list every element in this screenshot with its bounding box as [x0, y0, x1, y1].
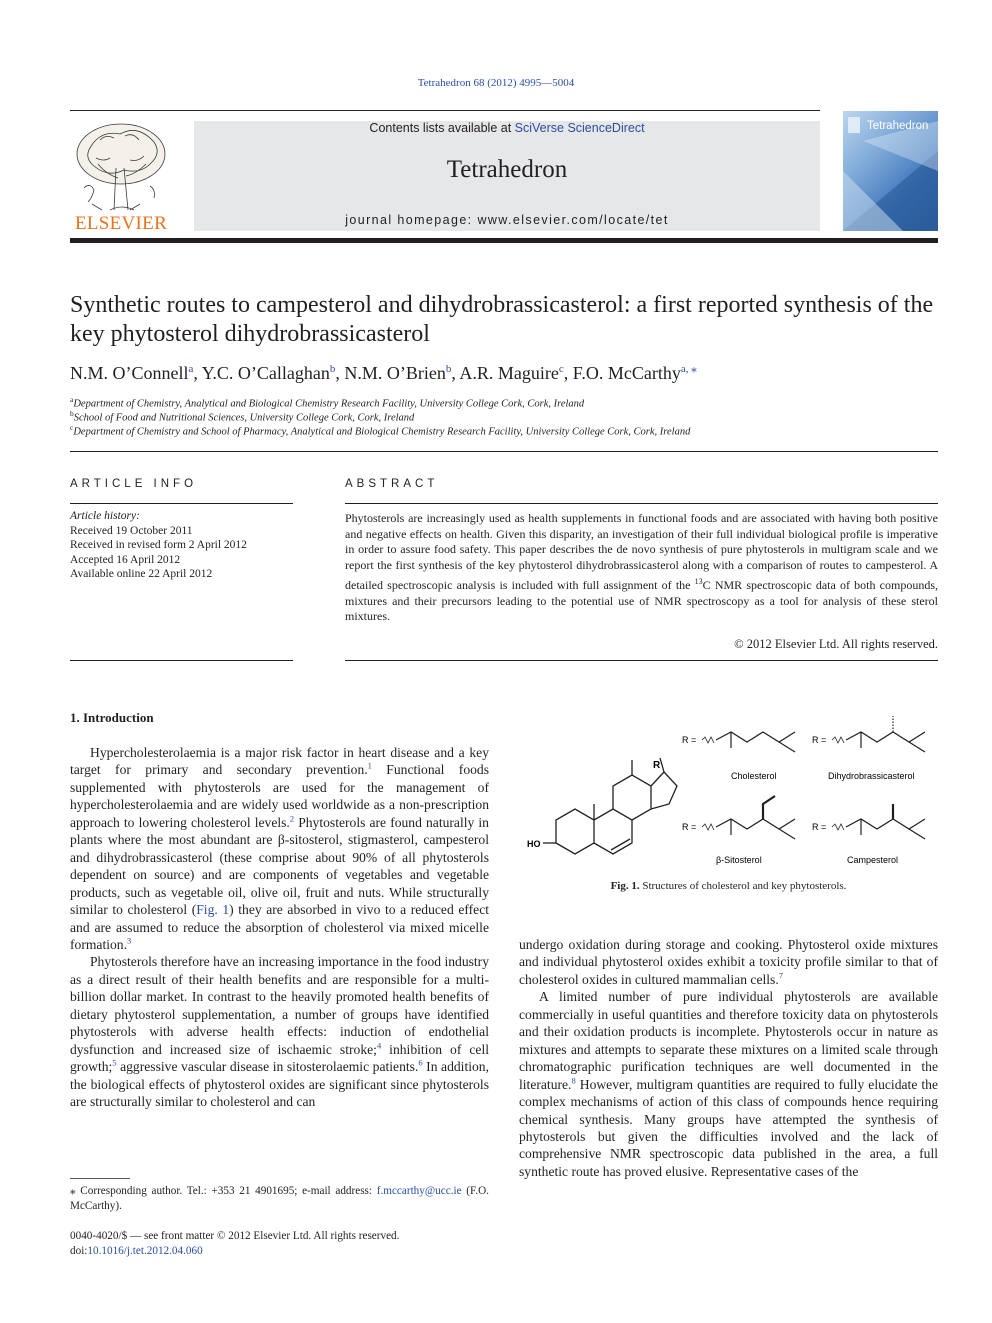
- p4-text: A limited number of pure individual phytosterols are available commercially in useful quantities and therefore toxicity data on phytosterols and their oxidation products is incomplete. Phytosterols occur in nature as mixtures and attempts to separate these mixtures on a limited scale through chromatographic purification techniques are well documented in the literature.: [519, 989, 938, 1092]
- abstract-heading: ABSTRACT: [345, 478, 439, 490]
- figure-1-caption: [519, 880, 938, 892]
- affiliation-b: [70, 409, 938, 424]
- ref-2[interactable]: 2: [289, 813, 295, 824]
- journal-name: Tetrahedron: [446, 156, 568, 183]
- r-eq-campesterol: R =: [812, 822, 827, 832]
- author-1-affil[interactable]: a: [188, 363, 194, 375]
- left-column: [70, 744, 489, 1149]
- ref-7[interactable]: 7: [778, 970, 783, 981]
- affil-text: School of Food and Nutritional Sciences, University College Cork, Cork, Ireland: [73, 412, 415, 424]
- author-email-link[interactable]: f.mccarthy@ucc.ie: [376, 1185, 462, 1197]
- affil-marker: a: [70, 395, 74, 404]
- ref-8[interactable]: 8: [571, 1075, 576, 1086]
- abstract-part-b: C NMR spectroscopic data of both compounds, mixtures and their precursors leading to the potential use of NMR spectroscopy as a tool for analysis of these sterol mixtures.: [345, 577, 938, 624]
- header-top-rule: [70, 110, 820, 111]
- homepage-prefix: journal homepage:: [345, 213, 478, 227]
- abstract-isotope: 13: [694, 576, 703, 586]
- fig-1-link[interactable]: Fig. 1: [196, 902, 230, 918]
- accepted-date: Accepted 16 April 2012: [70, 553, 181, 566]
- sitosterol-side-chain: [702, 796, 795, 839]
- journal-reference[interactable]: Tetrahedron 68 (2012) 4995—5004: [417, 77, 575, 89]
- p2-text: In addition, the biological effects of phytosterol oxides are significant since phytosterols are structurally similar to cholesterol and can: [70, 1059, 489, 1110]
- figure-label: Fig. 1.: [610, 880, 640, 892]
- abstract-rule-top: [345, 503, 938, 504]
- r-eq-dihydrobrassicasterol: R =: [812, 735, 827, 745]
- intro-paragraph-1: [70, 744, 489, 953]
- author-5-affil[interactable]: a, ⁎: [680, 363, 697, 375]
- p1-text: ) they are absorbed in vivo to a reduced effect and are assumed to reduce the absorption of cholesterol via mixed micelle formation.: [70, 902, 489, 952]
- article-info-heading: ARTICLE INFO: [70, 478, 198, 490]
- p4-text: However, multigram quantities are required to fully elucidate the complex mechanisms of action of this class of compounds hence requiring chemical synthesis. Many groups have attempted the synthesis of phytosterols but given the difficulties involved and the lack of comprehensive NMR spectroscopic data published in the area, a full synthetic route has proved elusive. Representative cases of the: [519, 1076, 938, 1179]
- p1-text: Phytosterols are found naturally in plants where the most abundant are β-sitosterol, stigmasterol, campesterol and dihydrobrassicasterol (these comprise about 90% of all phytosterols dependent on source) and are components of vegetables and vegetable products, such as vegetable oil, olive oil, fruit and nuts. While structurally similar to cholesterol (: [70, 814, 489, 918]
- intro-paragraph-4: [519, 988, 938, 1180]
- affiliation-c: [70, 423, 938, 438]
- right-column: [519, 936, 938, 1216]
- info-rule-top: [70, 503, 293, 504]
- p2-text: inhibition of cell growth;: [70, 1041, 489, 1075]
- affil-text: Department of Chemistry, Analytical and Biological Chemistry Research Facility, University College Cork, Cork, Ireland: [73, 398, 585, 410]
- ref-3[interactable]: 3: [127, 935, 132, 946]
- author-3-affil[interactable]: b: [445, 363, 452, 375]
- homepage-line: [194, 213, 820, 227]
- received-date: Received 19 October 2011: [70, 524, 193, 537]
- author-sep: ,: [335, 363, 345, 383]
- author-sep: ,: [193, 363, 202, 383]
- abstract-copyright: © 2012 Elsevier Ltd. All rights reserved.: [734, 637, 938, 651]
- doi-label: doi:: [70, 1244, 88, 1257]
- elsevier-wordmark: ELSEVIER: [74, 213, 168, 234]
- campesterol-side-chain: [832, 804, 925, 839]
- ref-6[interactable]: 6: [418, 1057, 423, 1068]
- ref-4[interactable]: 4: [376, 1040, 382, 1051]
- info-rule-bottom: [70, 660, 293, 661]
- author-3[interactable]: N.M. O’Brien: [344, 363, 446, 383]
- affil-marker: b: [70, 409, 74, 418]
- abstract-part-a: Phytosterols are increasingly used as health supplements in functional foods and are associated with having both positive and negative effects on health. Given this disparity, an investigation of their full individual biological profile is imperative in order to assure food safety. This paper describes the de novo synthesis of pure phytosterols in multigram scale and we report the first synthesis of the key phytosterol dihydrobrassicasterol along with a comparison of routes to campesterol. A detailed spectroscopic analysis is included with full assignment of the: [345, 511, 938, 592]
- corresponding-author-footnote: [70, 1184, 489, 1213]
- r-label: R: [653, 760, 661, 771]
- author-2-affil[interactable]: b: [329, 363, 336, 375]
- p3-text: undergo oxidation during storage and cooking. Phytosterol oxide mixtures and individual phytosterol oxides exhibit a toxicity profile similar to that of cholesterol oxides in cultured mammalian cells.: [519, 937, 938, 987]
- intro-paragraph-3: [519, 936, 938, 988]
- intro-paragraph-2: [70, 953, 489, 1110]
- contents-line: [194, 121, 820, 135]
- author-4[interactable]: A.R. Maguire: [459, 363, 559, 383]
- header-thick-rule: [70, 238, 938, 243]
- footnote-rule: [70, 1178, 130, 1179]
- cover-title: Tetrahedron: [867, 120, 929, 132]
- affil-marker: c: [70, 423, 74, 432]
- figure-1-structures: [519, 712, 938, 890]
- ref-1[interactable]: 1: [367, 760, 372, 771]
- author-4-affil[interactable]: c: [558, 363, 564, 375]
- p1-text: Functional foods supplemented with phytosterols are used for the management of hypercholesterolaemia and are widely used worldwide as a non-prescription approach to lowering cholesterol levels.: [70, 762, 489, 830]
- footnote-suffix: (F.O. McCarthy).: [70, 1185, 489, 1212]
- doi-link[interactable]: 10.1016/j.tet.2012.04.060: [87, 1244, 203, 1257]
- r-eq-sitosterol: R =: [682, 822, 697, 832]
- abstract-rule-bottom: [345, 660, 938, 661]
- sitosterol-label: β-Sitosterol: [716, 855, 762, 865]
- author-sep: ,: [563, 363, 573, 383]
- cholesterol-side-chain: [702, 732, 795, 752]
- author-sep: ,: [451, 363, 460, 383]
- bottom-meta: [70, 1229, 489, 1258]
- issn-line: 0040-4020/$ — see front matter © 2012 Elsevier Ltd. All rights reserved.: [70, 1230, 400, 1242]
- revised-date: Received in revised form 2 April 2012: [70, 539, 247, 551]
- steroid-core-drawing: [543, 758, 677, 854]
- article-history: [70, 509, 293, 582]
- affiliation-a: [70, 395, 938, 410]
- figure-caption-text: Structures of cholesterol and key phytosterols.: [642, 880, 847, 892]
- homepage-link[interactable]: www.elsevier.com/locate/tet: [477, 213, 669, 227]
- author-2[interactable]: Y.C. O’Callaghan: [201, 363, 330, 383]
- abstract-text: [345, 511, 938, 625]
- campesterol-label: Campesterol: [847, 855, 899, 865]
- author-list: [70, 362, 938, 384]
- sciencedirect-link[interactable]: SciVerse ScienceDirect: [514, 121, 645, 135]
- history-label: Article history:: [70, 510, 140, 522]
- article-title: Synthetic routes to campesterol and dihydrobrassicasterol: a first reported synthesis of the key phytosterol dihydrobrassicasterol: [70, 292, 934, 347]
- title-block-rule: [70, 451, 938, 452]
- dihydrobrassicasterol-side-chain: [832, 716, 925, 752]
- online-date: Available online 22 April 2012: [70, 568, 213, 580]
- introduction-heading: 1. Introduction: [70, 710, 154, 725]
- p2-text: aggressive vascular disease in sitosterolaemic patients.: [116, 1059, 419, 1075]
- journal-cover-thumbnail[interactable]: [843, 111, 938, 231]
- dihydrobrassicasterol-label: Dihydrobrassicasterol: [828, 771, 915, 781]
- affil-text: Department of Chemistry and School of Pharmacy, Analytical and Biological Chemistry Research Facility, University College Cork, Cork, Ireland: [73, 426, 691, 438]
- p1-text: Hypercholesterolaemia is a major risk factor in heart disease and a key target for primary and secondary prevention.: [70, 745, 489, 778]
- author-1[interactable]: N.M. O’Connell: [70, 363, 189, 383]
- ho-label: HO: [527, 839, 541, 849]
- r-eq-cholesterol: R =: [682, 735, 697, 745]
- cholesterol-label: Cholesterol: [731, 771, 777, 781]
- doi-line: [70, 1244, 489, 1259]
- author-5[interactable]: F.O. McCarthy: [572, 363, 681, 383]
- footnote-text: ⁎ Corresponding author. Tel.: +353 21 4901695; e-mail address:: [70, 1185, 377, 1197]
- contents-prefix: Contents lists available at: [369, 121, 515, 135]
- ref-5[interactable]: 5: [112, 1057, 117, 1068]
- p2-text: Phytosterols therefore have an increasing importance in the food industry as a direct result of their health benefits and are responsible for a multi-billion dollar market. In contrast to the heavily promoted health benefits of dietary phytosterol supplementation, a number of groups have identified phytosterols with adverse health effects: induction of endothelial dysfunction and increased size of ischaemic stroke;: [70, 954, 489, 1057]
